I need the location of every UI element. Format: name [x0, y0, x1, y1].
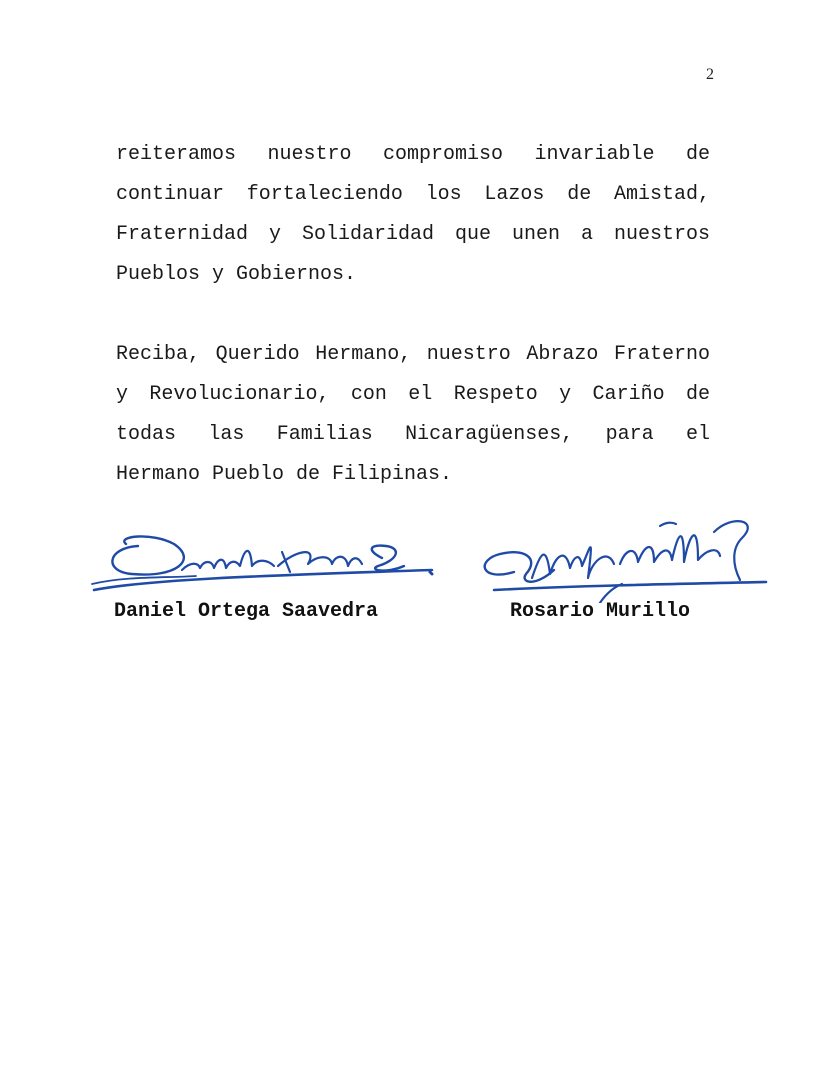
paragraph-commitment	[116, 135, 710, 295]
paragraph-closing	[116, 335, 710, 495]
text-line: reiteramos nuestro compromiso invariable de	[116, 143, 710, 166]
text-line: Pueblos y Gobiernos.	[116, 263, 357, 286]
signatory-name: Rosario Murillo	[510, 600, 691, 623]
text-line: todas las Familias Nicaragüenses, para el	[116, 423, 710, 446]
signature-rosario-murillo	[470, 508, 770, 603]
text-line: y Revolucionario, con el Respeto y Cariño de	[116, 383, 710, 406]
text-line: Hermano Pueblo de Filipinas.	[116, 463, 453, 486]
signatory-name: Daniel Ortega Saavedra	[114, 600, 379, 623]
text-line: Fraternidad y Solidaridad que unen a nuestros	[116, 223, 710, 246]
signature-daniel-ortega	[86, 520, 446, 600]
text-line: continuar fortaleciendo los Lazos de Amistad,	[116, 183, 710, 206]
page-number: 2	[706, 66, 714, 83]
text-line: Reciba, Querido Hermano, nuestro Abrazo Fraterno	[116, 343, 710, 366]
